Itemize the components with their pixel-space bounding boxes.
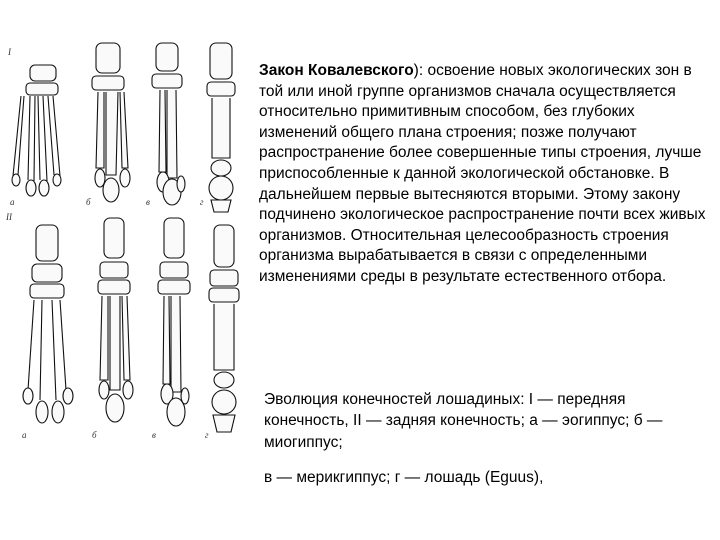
col-label-b-II: б — [92, 430, 97, 440]
col-label-a-I: а — [10, 197, 15, 207]
limb-I-b — [92, 43, 130, 202]
limb-II-g — [209, 225, 239, 432]
col-label-v-I: в — [146, 197, 150, 207]
figure-caption-continued: в — мерикгиппус; г — лошадь (Eguus), — [264, 469, 544, 486]
col-label-b-I: б — [86, 197, 91, 207]
limb-I-a — [12, 65, 61, 196]
col-label-a-II: а — [22, 430, 27, 440]
limb-I-g — [207, 43, 235, 212]
limb-bones-illustration — [0, 40, 250, 450]
limb-evolution-figure — [0, 40, 250, 450]
figure-caption: Эволюция конечностей лошадиных: I — передняя конечность, II — задняя конечность; а — эогиппус; б — миогиппус; — [264, 391, 663, 451]
limb-II-v — [158, 218, 190, 426]
law-title: Закон Ковалевского — [259, 62, 414, 79]
kovalevsky-law-paragraph — [259, 61, 711, 288]
row-label-I: I — [8, 47, 11, 57]
col-label-v-II: в — [152, 430, 156, 440]
col-label-g-II: г — [205, 430, 209, 440]
row-label-II: II — [6, 212, 12, 222]
limb-II-a — [23, 225, 73, 423]
law-body: ): освоение новых экологических зон в той или иной группе организмов сначала осуществляется относительно примитивным способом, без глубоких изменений общего плана строения; позже получают распространение более совершенные типы строения, лучше приспособленные к данной экологической обстановке. В дальнейшем первые вытесняются вторыми. Этому закону подчинено экологическое распространение почти всех живых организмов. Относительная целесообразность строения организма вырабатывается в связи с определенными изменениями среды в результате естественного отбора. — [259, 62, 706, 285]
col-label-g-I: г — [200, 197, 204, 207]
limb-II-b — [98, 218, 133, 422]
limb-I-v — [152, 43, 185, 205]
